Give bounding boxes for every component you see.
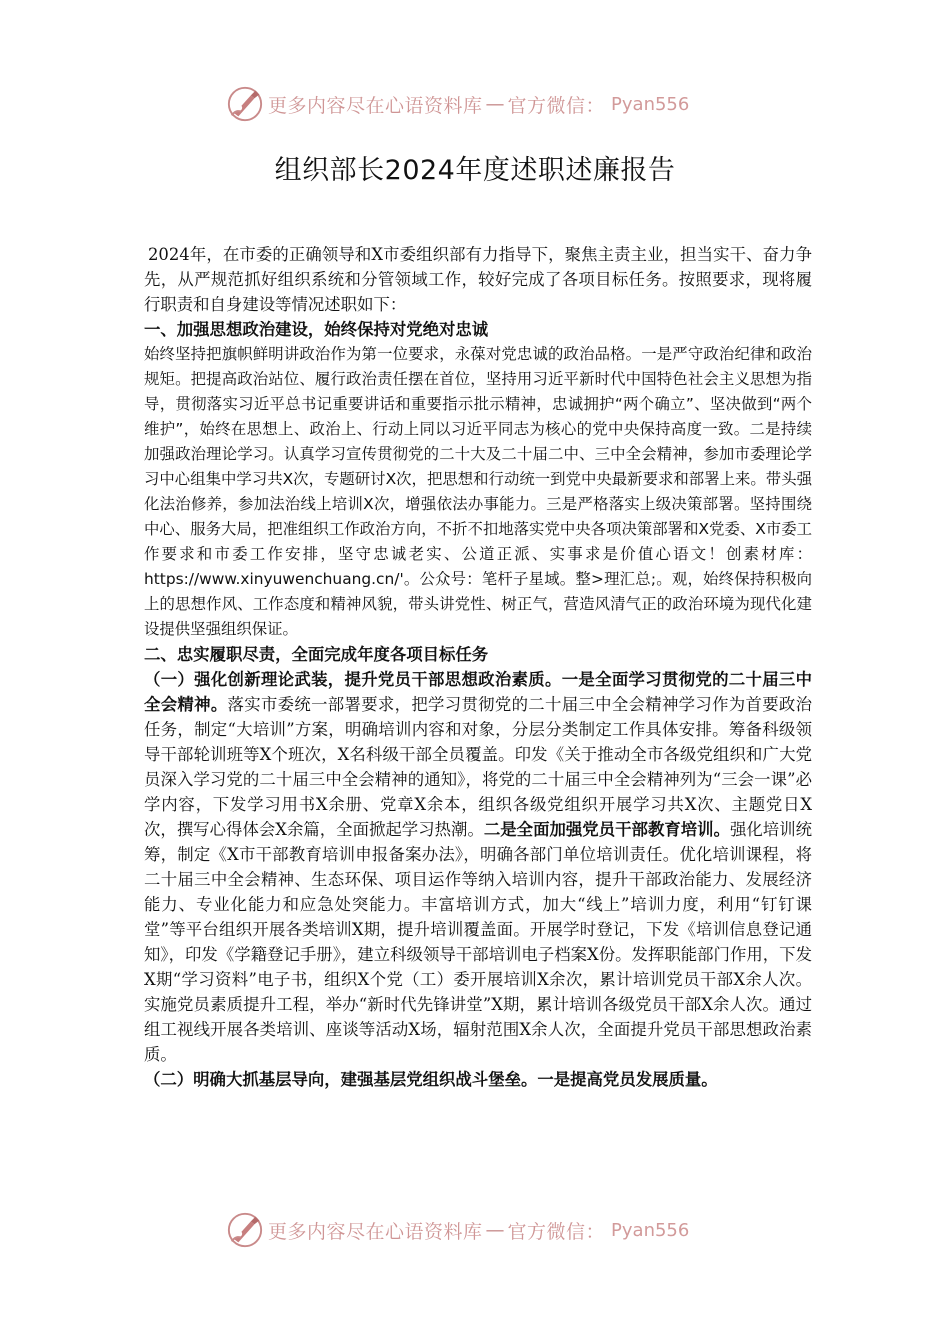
fountain-pen-logo-icon (226, 85, 264, 123)
banner-label: 官方微信： (507, 1220, 606, 1243)
page-title: 组织部长2024年度述职述廉报告 (274, 155, 676, 186)
banner-label: 官方微信： (507, 94, 606, 117)
banner-text: 更多内容尽在心语资料库 (268, 1220, 483, 1243)
banner-separator: — (485, 1219, 505, 1241)
fountain-pen-logo-icon (226, 1211, 264, 1249)
section-2-sub-2-lead: （二）明确大抓基层导向，建强基层党组织战斗堡垒。一是提高党员发展质量。 (144, 1070, 718, 1089)
banner-account: Pyan556 (611, 1219, 690, 1241)
section-2-heading: 二、忠实履职尽责，全面完成年度各项目标任务 (144, 645, 489, 664)
banner-account: Pyan556 (611, 93, 690, 115)
header-banner (226, 84, 689, 124)
section-1-body: 始终坚持把旗帜鲜明讲政治作为第一位要求，永葆对党忠诚的政治品格。一是严守政治纪律和政治规矩。把提高政治站位、履行政治责任摆在首位，坚持用习近平新时代中国特色社会主义思想为指导，贯彻落实习近平总书记重要讲话和重要指示批示精神，忠诚拥护“两个确立”、坚决做到“两个维护”，始终在思想上、政治上、行动上同以习近平同志为核心的党中央保持高度一致。二是持续加强政治理论学习。认真学习宣传贯彻党的二十大及二十届二中、三中全会精神，参加市委理论学习中心组集中学习共X次，专题研讨X次，把思想和行动统一到党中央最新要求和部署上来。带头强化法治修养，参加法治线上培训X次，增强依法办事能力。三是严格落实上级决策部署。坚持围绕中心、服务大局，把准组织工作政治方向，不折不扣地落实党中央各项决策部署和X党委、X市委工作要求和市委工作安排，坚守忠诚老实、公道正派、实事求是价值心语文！创素材库：https://www.xinyuwenchuang.cn/'。公众号：笔杆子星域。整>理汇总;。观，始终保持积极向上的思想作风、工作态度和精神风貌，带头讲党性、树正气，营造风清气正的政治环境为现代化建设提供坚强组织保证。 (144, 345, 812, 638)
sub-1-bold-2: 二是全面加强党员干部教育培训。 (483, 820, 730, 839)
section-2-sub-1-paragraph (144, 667, 812, 1067)
sub-1-text-1: 落实市委统一部署要求，把学习贯彻党的二十届三中全会精神学习作为首要政治任务，制定“大培训”方案，明确培训内容和对象，分层分类制定工作具体安排。筹备科级领导干部轮训班等X个班次，X名科级干部全员覆盖。印发《关于推动全市各级党组织和广大党员深入学习党的二十届三中全会精神的通知》，将党的二十届三中全会精神列为“三会一课”必学内容，下发学习用书X余册、党章X余本，组织各级党组织开展学习共X次、主题党日X次，撰写心得体会X余篇，全面掀起学习热潮。 (144, 695, 813, 839)
sub-1-text-2: 强化培训统筹，制定《X市干部教育培训申报备案办法》，明确各部门单位培训责任。优化培训课程，将二十届三中全会精神、生态环保、项目运作等纳入培训内容，提升干部政治能力、发展经济能力、专业化能力和应急处突能力。丰富培训方式，加大“线上”培训力度，利用“钉钉课堂”等平台组织开展各类培训X期，提升培训覆盖面。开展学时登记，下发《培训信息登记通知》，印发《学籍登记手册》，建立科级领导干部培训电子档案X份。发挥职能部门作用，下发X期“学习资料”电子书，组织X个党（工）委开展培训X余次，累计培训党员干部X余人次。实施党员素质提升工程，举办“新时代先锋讲堂”X期，累计培训各级党员干部X余人次。通过组工视线开展各类培训、座谈等活动X场，辐射范围X余人次，全面提升党员干部思想政治素质。 (144, 820, 813, 1064)
section-1-heading: 一、加强思想政治建设，始终保持对党绝对忠诚 (144, 320, 489, 339)
sub-1-lead: （一）强化创新理论武装，提升党员干部思想政治素质。一是全面学习贯彻党的二十届三中全会精神。 (144, 670, 812, 714)
document-body (144, 242, 812, 1092)
intro-paragraph: 2024年，在市委的正确领导和X市委组织部有力指导下，聚焦主责主业，担当实干、奋力争先，从严规范抓好组织系统和分管领域工作，较好完成了各项目标任务。按照要求，现将履行职责和自身建设等情况述职如下： (144, 245, 812, 314)
banner-separator: — (485, 93, 505, 115)
footer-banner (226, 1210, 689, 1250)
banner-text: 更多内容尽在心语资料库 (268, 94, 483, 117)
